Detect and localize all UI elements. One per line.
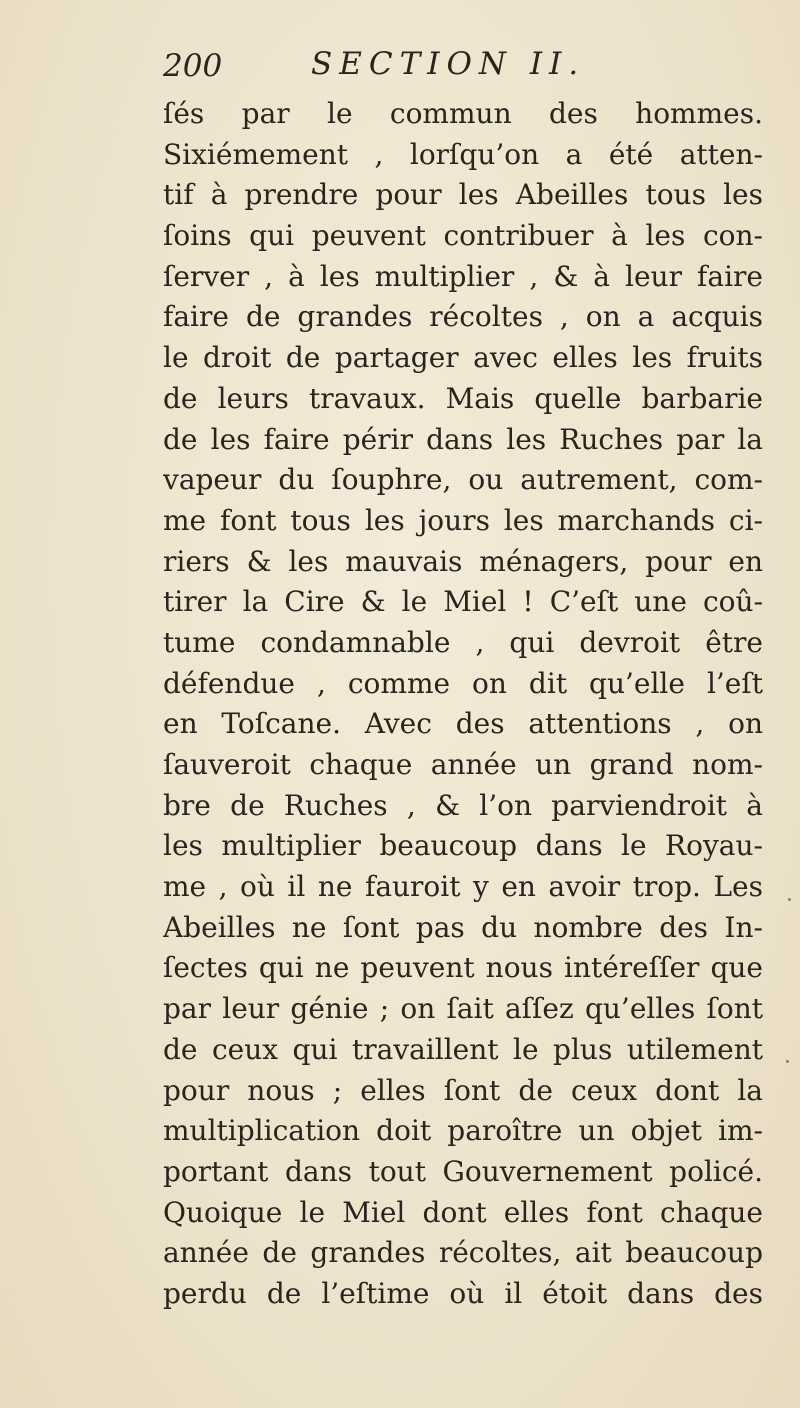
text-line: me font tous les jours les marchands ci- [163,503,763,537]
text-line: perdu de l’eſtime où il étoit dans des [163,1276,763,1310]
text-line: ſerver , à les multiplier , & à leur faire [163,259,763,293]
text-line: faire de grandes récoltes , on a acquis [163,300,763,334]
text-line: année de grandes récoltes, ait beaucoup [163,1236,763,1270]
page-number: 200 [163,48,223,84]
text-line: portant dans tout Gouvernement policé. [163,1154,763,1188]
text-line: ſauveroit chaque année un grand nom- [163,748,763,781]
text-line: bre de Ruches , & l’on parviendroit à [163,788,763,822]
text-line: tif à prendre pour les Abeilles tous les [163,178,763,212]
text-line: tume condamnable , qui devroit être [163,625,763,659]
text-line: Abeilles ne ſont pas du nombre des In- [163,910,763,944]
text-line: ſés par le commun des hommes. [163,97,763,130]
page-header [163,42,753,94]
text-line: le droit de partager avec elles les fruits [163,341,763,375]
text-line: multiplication doit paroître un objet im- [163,1114,763,1148]
text-line: en Toſcane. Avec des attentions , on [163,707,763,741]
text-line: de leurs travaux. Mais quelle barbarie [163,381,763,415]
text-line: par leur génie ; on ſait aſſez qu’elles ſont [163,992,763,1026]
text-line: ſectes qui ne peuvent nous intéreſſer que [163,951,763,985]
text-line: ſoins qui peuvent contribuer à les con- [163,219,763,253]
margin-speck [786,1060,789,1063]
text-line: les multiplier beaucoup dans le Royau- [163,829,763,863]
text-line: riers & les mauvais ménagers, pour en [163,544,763,578]
running-head: SECTION II. [311,46,586,82]
text-line: Sixiémement , lorſqu’on a été atten- [163,137,763,171]
text-line: de les faire périr dans les Ruches par la [163,422,763,456]
text-line: de ceux qui travaillent le plus utilement [163,1032,763,1066]
text-line: défendue , comme on dit qu’elle l’eſt [163,666,763,700]
text-line: me , où il ne fauroit y en avoir trop. Les [163,870,763,904]
text-line: Quoique le Miel dont elles font chaque [163,1195,763,1229]
text-line: tirer la Cire & le Miel ! C’eſt une coû- [163,585,763,619]
margin-speck [788,898,791,901]
body-text [163,94,763,1315]
text-line: pour nous ; elles ſont de ceux dont la [163,1073,763,1107]
text-line: vapeur du ſouphre, ou autrement, com- [163,463,763,497]
